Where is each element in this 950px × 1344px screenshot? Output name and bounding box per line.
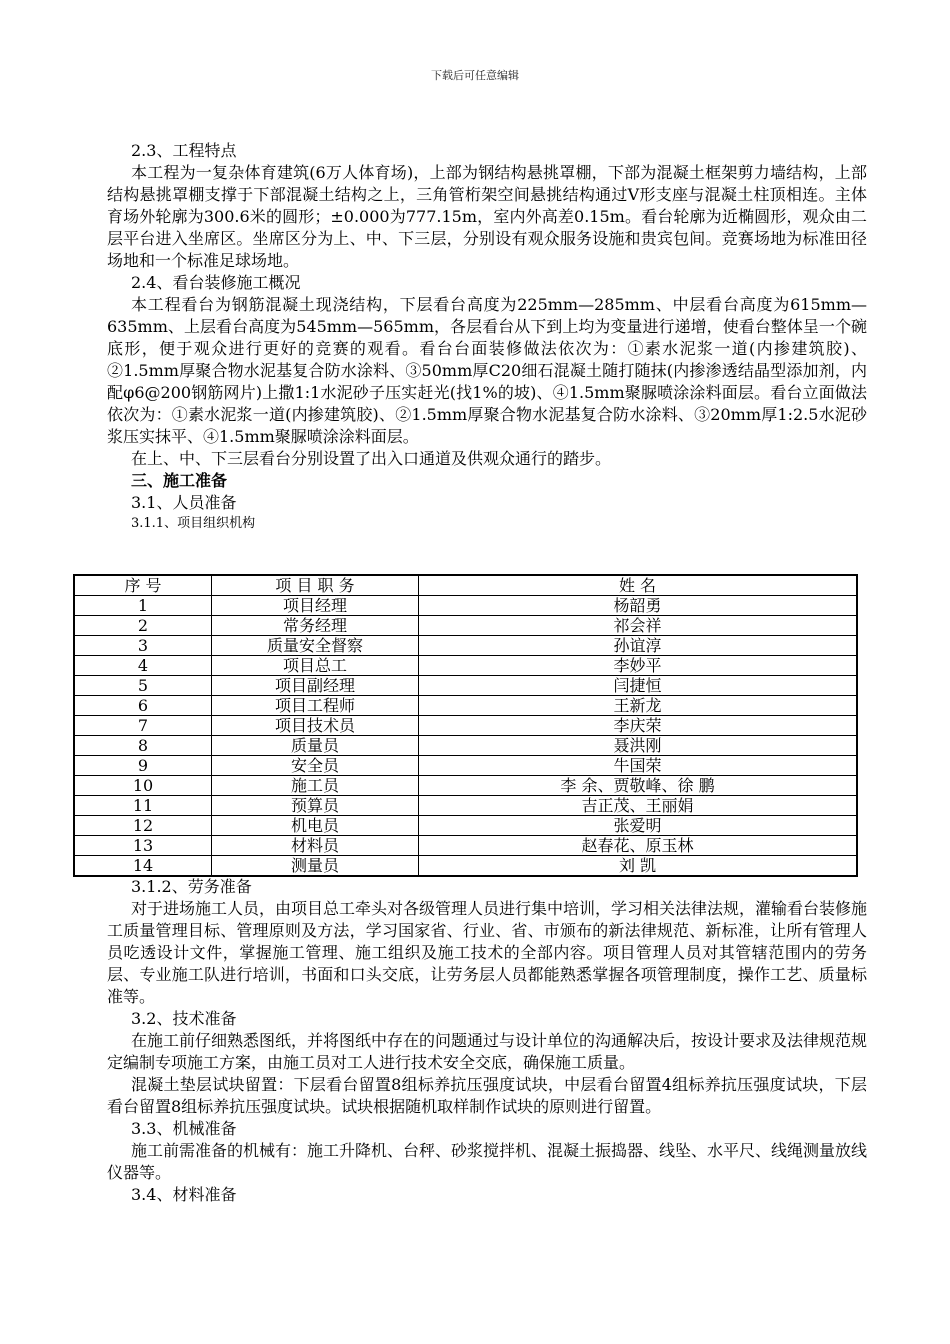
section-3-2-body: 在施工前仔细熟悉图纸，并将图纸中存在的问题通过与设计单位的沟通解决后，按设计要求及法律规范规定编制专项施工方案，由施工员对工人进行技术安全交底，确保施工质量。 — [107, 1031, 868, 1072]
table-row — [74, 856, 857, 877]
table-header-row — [74, 575, 857, 596]
cell-number: 11 — [74, 796, 212, 816]
cell-name: 聂洪刚 — [419, 736, 858, 756]
cell-position: 常务经理 — [212, 616, 419, 636]
table-row — [74, 616, 857, 636]
cell-name: 王新龙 — [419, 696, 858, 716]
cell-name: 赵春花、原玉林 — [419, 836, 858, 856]
cell-name: 吉正茂、王丽娟 — [419, 796, 858, 816]
cell-name: 孙谊淳 — [419, 636, 858, 656]
cell-number: 9 — [74, 756, 212, 776]
section-2-3-body: 本工程为一复杂体育建筑(6万人体育场)，上部为钢结构悬挑罩棚，下部为混凝土框架剪力墙结构，上部结构悬挑罩棚支撑于下部混凝土结构之上，三角管桁架空间悬挑结构通过V形支座与混凝土柱顶相连。主体育场外轮廓为300.6米的圆形；±0.000为777.15m，室内外高差0.15m。看台轮廓为近椭圆形，观众由二层平台进入坐席区。坐席区分为上、中、下三层，分别设有观众服务设施和贵宾包间。竞赛场地为标准田径场地和一个标准足球场地。 — [107, 163, 867, 270]
cell-number: 2 — [74, 616, 212, 636]
cell-number: 7 — [74, 716, 212, 736]
cell-position: 测量员 — [212, 856, 419, 877]
header-cell-number: 序 号 — [74, 575, 212, 596]
header-cell-name: 姓 名 — [419, 575, 858, 596]
cell-position: 预算员 — [212, 796, 419, 816]
cell-position: 质量员 — [212, 736, 419, 756]
cell-name: 祁会祥 — [419, 616, 858, 636]
cell-number: 1 — [74, 596, 212, 616]
section-2-4-body: 本工程看台为钢筋混凝土现浇结构，下层看台高度为225mm—285mm、中层看台高度为615mm—635mm、上层看台高度为545mm—565mm，各层看台从下到上均为变量进行递增，使看台整体呈一个碗底形，便于观众进行更好的竞赛的观看。看台台面装修做法依次为：①素水泥浆一道(内掺建筑胶)、②1.5mm厚聚合物水泥基复合防水涂料、③50mm厚C20细石混凝土随打随抹(内掺渗透结晶型添加剂，内配φ6@200钢筋网片)上撒1:1水泥砂子压实赶光(找1%的坡)、④1.5mm聚脲喷涂涂料面层。看台立面做法依次为：①素水泥浆一道(内掺建筑胶)、②1.5mm厚聚合物水泥基复合防水涂料、③20mm厚1:2.5水泥砂浆压实抹平、④1.5mm聚脲喷涂涂料面层。 — [107, 295, 867, 446]
table-row — [74, 676, 857, 696]
section-3-4-title: 3.4、材料准备 — [131, 1185, 237, 1204]
cell-number: 3 — [74, 636, 212, 656]
table-row — [74, 636, 857, 656]
section-3-3-body: 施工前需准备的机械有：施工升降机、台秤、砂浆搅拌机、混凝土振捣器、线坠、水平尺、线绳测量放线仪器等。 — [107, 1141, 868, 1182]
upper-content — [107, 140, 867, 533]
cell-name: 李妙平 — [419, 656, 858, 676]
cell-number: 4 — [74, 656, 212, 676]
cell-position: 项目技术员 — [212, 716, 419, 736]
staff-table — [73, 574, 858, 877]
section-3-1-1-title: 3.1.1、项目组织机构 — [131, 516, 256, 531]
cell-position: 项目副经理 — [212, 676, 419, 696]
header-cell-position: 项 目 职 务 — [212, 575, 419, 596]
section-3-2-title: 3.2、技术准备 — [131, 1009, 237, 1028]
section-2-3-title: 2.3、工程特点 — [131, 141, 237, 160]
section-3-2-concrete: 混凝土垫层试块留置：下层看台留置8组标养抗压强度试块，中层看台留置4组标养抗压强度试块，下层看台留置8组标养抗压强度试块。试块根据随机取样制作试块的原则进行留置。 — [107, 1075, 867, 1116]
section-3-1-2-title: 3.1.2、劳务准备 — [131, 877, 252, 896]
table-row — [74, 816, 857, 836]
cell-name: 李庆荣 — [419, 716, 858, 736]
cell-name: 李 余、贾敬峰、徐 鹏 — [419, 776, 858, 796]
cell-number: 8 — [74, 736, 212, 756]
table-row — [74, 776, 857, 796]
table-row — [74, 756, 857, 776]
table-row — [74, 836, 857, 856]
cell-name: 闫捷恒 — [419, 676, 858, 696]
section-3-1-title: 3.1、人员准备 — [131, 493, 237, 512]
lower-content — [107, 876, 867, 1206]
section-3-1-2-body: 对于进场施工人员，由项目总工牵头对各级管理人员进行集中培训，学习相关法律法规，灌输看台装修施工质量管理目标、管理原则及方法，学习国家省、行业、省、市颁布的新法律规范、新标准，让所有管理人员吃透设计文件，掌握施工管理、施工组织及施工技术的全部内容。项目管理人员对其管辖范围内的劳务层、专业施工队进行培训，书面和口头交底，让劳务层人员都能熟悉掌握各项管理制度，操作工艺、质量标准等。 — [107, 899, 868, 1006]
table-row — [74, 596, 857, 616]
cell-number: 5 — [74, 676, 212, 696]
cell-name: 牛国荣 — [419, 756, 858, 776]
table-row — [74, 716, 857, 736]
section-2-4-note: 在上、中、下三层看台分别设置了出入口通道及供观众通行的踏步。 — [131, 449, 612, 468]
cell-position: 项目工程师 — [212, 696, 419, 716]
cell-name: 张爱明 — [419, 816, 858, 836]
section-2-4-title: 2.4、看台装修施工概况 — [131, 273, 301, 292]
cell-position: 项目经理 — [212, 596, 419, 616]
cell-position: 机电员 — [212, 816, 419, 836]
cell-name: 杨韶勇 — [419, 596, 858, 616]
table-row — [74, 656, 857, 676]
section-3-title: 三、施工准备 — [131, 471, 228, 490]
cell-number: 14 — [74, 856, 212, 877]
cell-number: 12 — [74, 816, 212, 836]
cell-position: 施工员 — [212, 776, 419, 796]
cell-position: 安全员 — [212, 756, 419, 776]
table-row — [74, 796, 857, 816]
section-3-3-title: 3.3、机械准备 — [131, 1119, 237, 1138]
cell-position: 项目总工 — [212, 656, 419, 676]
cell-position: 材料员 — [212, 836, 419, 856]
table-row — [74, 736, 857, 756]
cell-name: 刘 凯 — [419, 856, 858, 877]
page-header: 下载后可任意编辑 — [431, 69, 519, 82]
cell-number: 13 — [74, 836, 212, 856]
table-row — [74, 696, 857, 716]
cell-number: 10 — [74, 776, 212, 796]
cell-position: 质量安全督察 — [212, 636, 419, 656]
cell-number: 6 — [74, 696, 212, 716]
